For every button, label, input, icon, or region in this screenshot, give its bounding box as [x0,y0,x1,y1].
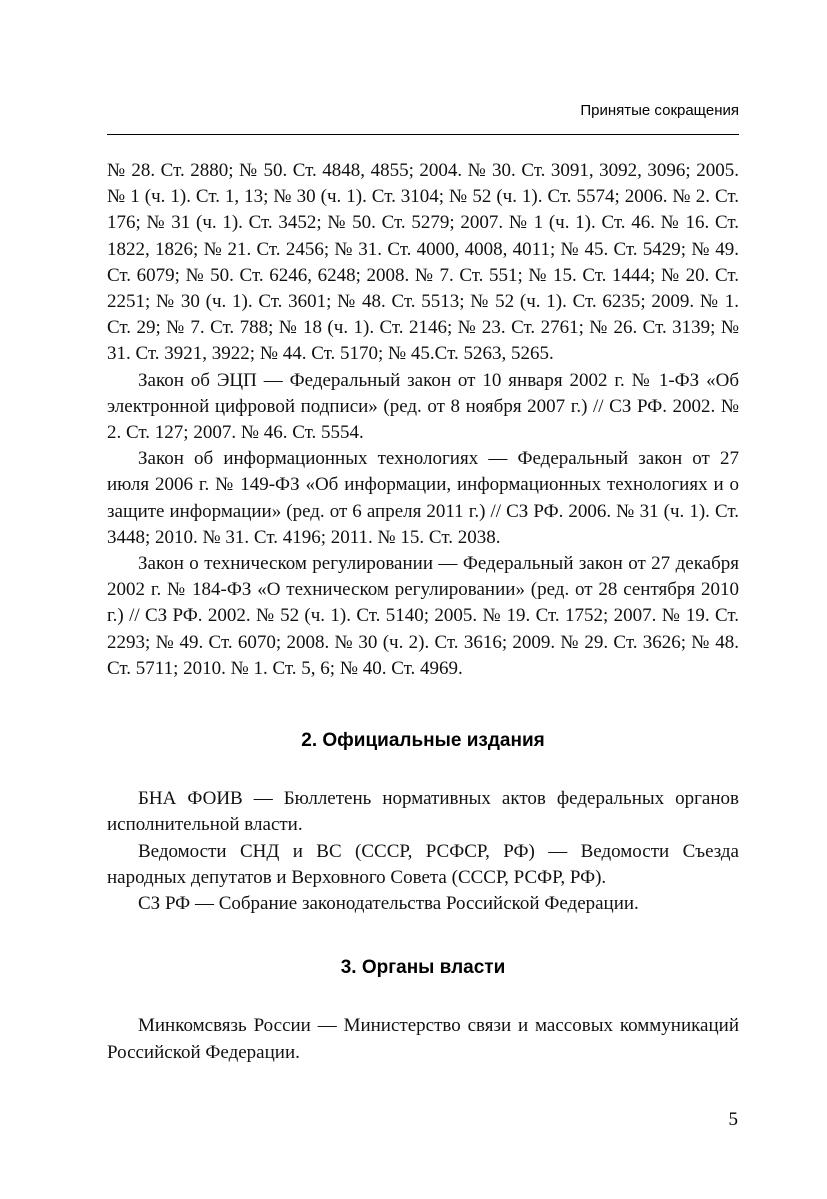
law-references-continuation: № 28. Ст. 2880; № 50. Ст. 4848, 4855; 2004. № 30. Ст. 3091, 3092, 3096; 2005. № 1 (ч. 1). Ст. 1, 13; № 30 (ч. 1). Ст. 3104; № 52 (ч. 1). Ст. 5574; 2006. № 2. Ст. 176; № 31 (ч. 1). Ст. 3452; № 50. Ст. 5279; 2007. № 1 (ч. 1). Ст. 46. № 16. Ст. 1822, 1826; № 21. Ст. 2456; № 31. Ст. 4000, 4008, 4011; № 45. Ст. 5429; № 49. Ст. 6079; № 50. Ст. 6246, 6248; 2008. № 7. Ст. 551; № 15. Ст. 1444; № 20. Ст. 2251; № 30 (ч. 1). Ст. 3601; № 48. Ст. 5513; № 52 (ч. 1). Ст. 6235; 2009. № 1. Ст. 29; № 7. Ст. 788; № 18 (ч. 1). Ст. 2146; № 23. Ст. 2761; № 26. Ст. 3139; № 31. Ст. 3921, 3922; № 44. Ст. 5170; № 45.Ст. 5263, 5265. [107,160,739,365]
publication-entry: Ведомости СНД и ВС (СССР, РСФСР, РФ) — Ведомости Съезда народных депутатов и Верховного Совета (СССР, РСФР, РФ). [107,840,739,888]
spacer [107,682,739,728]
law-ecp-entry: Закон об ЭЦП — Федеральный закон от 10 января 2002 г. № 1-ФЗ «Об электронной цифровой подписи» (ред. от 8 ноября 2007 г.) // СЗ РФ. 2002. № 2. Ст. 127; 2007. № 46. Ст. 5554. [107,369,739,444]
running-header: Принятые сокращения [580,102,739,119]
section-3-title: 3. Органы власти [340,957,506,979]
page-number: 5 [728,1109,738,1130]
spacer [107,917,739,955]
publication-entry: БНА ФОИВ — Бюллетень нормативных актов федеральных органов исполнительной власти. [107,788,739,836]
spacer [107,754,739,786]
law-tech-reg-entry: Закон о техническом регулировании — Федеральный закон от 27 декабря 2002 г. № 184-ФЗ «О техническом регулировании» (ред. от 28 сентября 2010 г.) // СЗ РФ. 2002. № 52 (ч. 1). Ст. 5140; 2005. № 19. Ст. 1752; 2007. № 19. Ст. 2293; № 49. Ст. 6070; 2008. № 30 (ч. 2). Ст. 3616; 2009. № 29. Ст. 3626; № 48. Ст. 5711; 2010. № 1. Ст. 5, 6; № 40. Ст. 4969. [107,553,739,679]
section-2-title: 2. Официальные издания [301,730,545,752]
header-rule [107,134,739,135]
authority-entry: Минкомсвязь России — Министерство связи и массовых коммуникаций Российской Федерации. [107,1015,739,1063]
publication-entry: СЗ РФ — Собрание законодательства Российской Федерации. [138,893,639,915]
page-body [107,158,739,1066]
spacer [107,981,739,1013]
law-info-tech-entry: Закон об информационных технологиях — Федеральный закон от 27 июля 2006 г. № 149-ФЗ «Об информации, информационных технологиях и о защите информации» (ред. от 6 апреля 2011 г.) // СЗ РФ. 2006. № 31 (ч. 1). Ст. 3448; 2010. № 31. Ст. 4196; 2011. № 15. Ст. 2038. [107,448,739,548]
